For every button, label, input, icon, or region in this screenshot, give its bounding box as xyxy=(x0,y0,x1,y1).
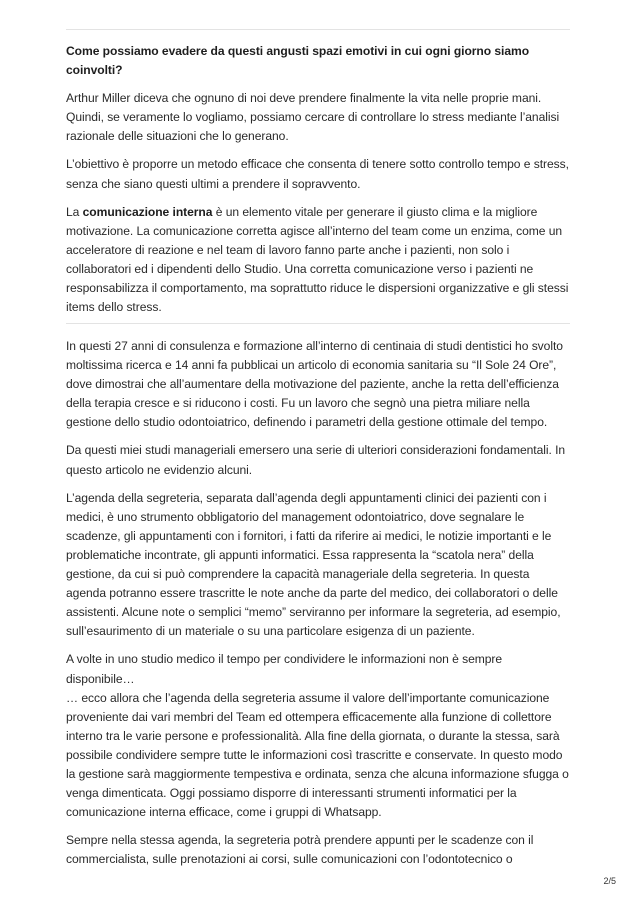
paragraph-line-1: A volte in uno studio medico il tempo per condividere le informazioni non è sempre disponibile… xyxy=(66,652,503,686)
paragraph-miller: Arthur Miller diceva che ognuno di noi deve prendere finalmente la vita nelle proprie mani. Quindi, se veramente lo vogliamo, possiamo cercare di controllare lo stress mediante l’analisi razionale delle situazioni che lo generano. xyxy=(66,91,560,144)
paragraph-internal-communication xyxy=(66,203,572,318)
paragraph-time-sharing xyxy=(66,650,572,822)
paragraph-rest: è un elemento vitale per generare il giusto clima e la migliore motivazione. La comunicazione corretta agisce all’interno del team come un enzima, come un acceleratore di reazione e nel team di lavoro fanno parte anche i pazienti, non solo i collaboratori ed i dipendenti dello Studio. Una corretta comunicazione verso i pazienti ne responsabilizza il comportamento, ma soprattutto riduce le dispersioni organizzative e gli stessi items dello stress. xyxy=(66,204,569,315)
page-number: 2/5 xyxy=(603,876,616,886)
paragraph-managerial-studies: Da questi miei studi manageriali emersero una serie di ulteriori considerazioni fondamentali. In questo articolo ne evidenzio alcuni. xyxy=(66,443,566,477)
section-heading: Come possiamo evadere da questi angusti spazi emotivi in cui ogni giorno siamo coinvolti? xyxy=(66,44,530,78)
paragraph-objective: L’obiettivo è proporre un metodo efficace che consenta di tenere sotto controllo tempo e stress, senza che siano questi ultimi a prendere il sopravvento. xyxy=(66,157,569,191)
top-divider xyxy=(66,29,570,30)
emphasis-internal-communication: comunicazione interna xyxy=(82,204,213,219)
paragraph-prefix: La xyxy=(66,204,83,219)
paragraph-secretary-agenda: L’agenda della segreteria, separata dall’agenda degli appuntamenti clinici dei pazienti con i medici, è uno strumento obbligatorio del management odontoiatrico, dove segnalare le scadenze, gli appuntamenti con i fornitori, i fatti da riferire ai medici, le notizie importanti e le problematiche incontrate, gli appunti informatici. Essa rappresenta la “scatola nera” della gestione, da cui si può comprendere la capacità manageriale della segreteria. In questa agenda potranno essere trascritte le note anche da parte del medico, dei collaboratori o delle assistenti. Alcune note o semplici “memo” serviranno per informare la segreteria, ad esempio, sull’esaurimento di un materiale o su una particolare esigenza di un paziente. xyxy=(66,490,561,639)
paragraph-consulting-years: In questi 27 anni di consulenza e formazione all’interno di centinaia di studi dentistici ho svolto moltissima ricerca e 14 anni fa pubblicai un articolo di economia sanitaria su “Il Sole 24 Ore”, dove dimostrai che all’aumentare della motivazione del paziente, anche la retta dell’efficienza della terapia cresce e si riducono i costi. Fu un lavoro che segnò una pietra miliare nella gestione dello studio odontoiatrico, definendo i parametri della gestione ottimale del tempo. xyxy=(66,339,563,430)
paragraph-line-2: … ecco allora che l’agenda della segreteria assume il valore dell’importante comunicazione proveniente dai vari membri del Team ed ottempera efficacemente alla funzione di collettore interno tra le varie persone e professionalità. Alla fine della giornata, o durante la stessa, sarà possibile condividere sempre tutte le informazioni così trascritte e conservate. In questo modo la gestione sarà maggiormente tempestiva e ordinata, senza che alcuna informazione sfugga o venga dimenticata. Oggi possiamo disporre di interessanti strumenti informatici per la comunicazione interna efficace, come i gruppi di Whatsapp. xyxy=(66,690,569,820)
intro-section xyxy=(66,42,572,317)
paragraph-same-agenda: Sempre nella stessa agenda, la segreteria potrà prendere appunti per le scadenze con il commercialista, sulle prenotazioni ai corsi, sulle comunicazioni con l’odontotecnico o xyxy=(66,833,534,867)
body-section xyxy=(66,337,572,869)
middle-divider xyxy=(66,323,570,324)
